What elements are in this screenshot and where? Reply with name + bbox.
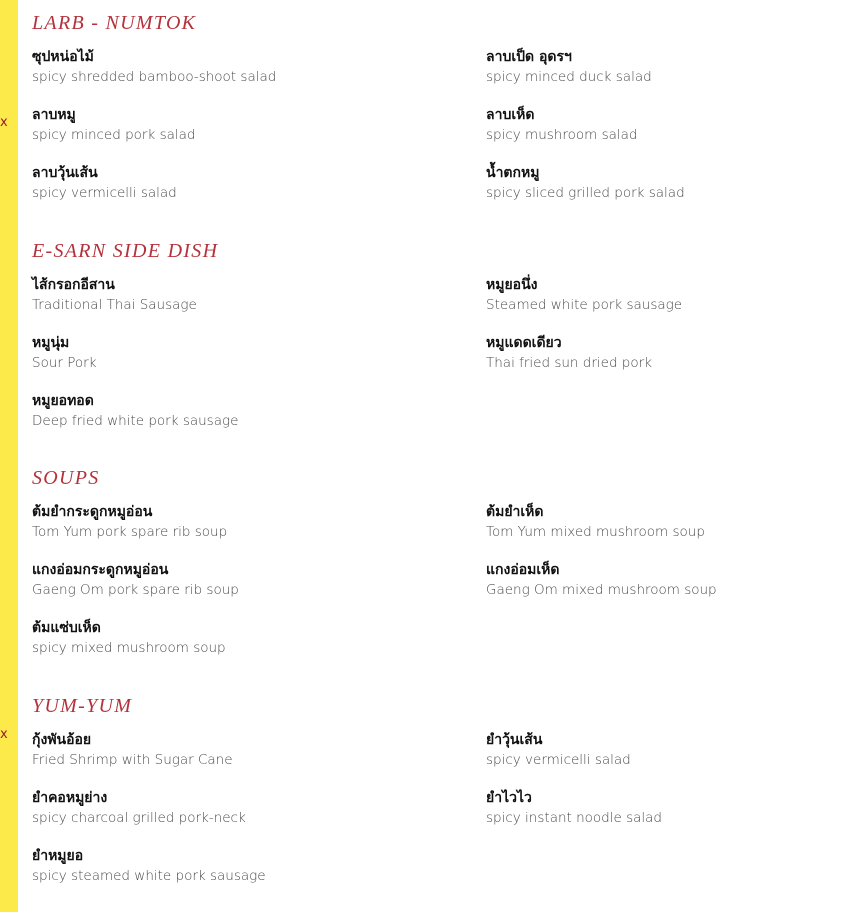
close-icon[interactable]: x — [0, 115, 8, 130]
item-thai-name: ต้มแซ่บเห็ด — [32, 620, 101, 636]
item-description: spicy mushroom salad — [486, 127, 638, 143]
item-thai-name: ยำคอหมูย่าง — [32, 790, 108, 806]
item-thai-name: ต้มยำเห็ด — [486, 504, 544, 520]
item-description: Deep fried white pork sausage — [32, 413, 239, 429]
item-thai-name: แกงอ่อมเห็ด — [486, 562, 560, 578]
menu-item — [486, 47, 822, 105]
menu-item — [486, 560, 822, 618]
item-thai-name: หมูยอทอด — [32, 393, 94, 409]
item-description: spicy vermicelli salad — [32, 185, 177, 201]
item-description: spicy minced pork salad — [32, 127, 196, 143]
menu-item — [32, 275, 486, 333]
item-description: Fried Shrimp with Sugar Cane — [32, 752, 233, 768]
menu-item — [486, 730, 822, 788]
menu-item — [32, 846, 486, 904]
menu-section-esarn-side-dish — [32, 240, 822, 449]
item-description: Gaeng Om mixed mushroom soup — [486, 582, 717, 598]
item-thai-name: ยำหมูยอ — [32, 848, 84, 864]
item-description: Thai fried sun dried pork — [486, 355, 653, 371]
section-title: E-SARN SIDE DISH — [32, 240, 219, 262]
section-title: LARB - NUMTOK — [32, 12, 197, 34]
item-description: spicy minced duck salad — [486, 69, 652, 85]
item-description: spicy instant noodle salad — [486, 810, 662, 826]
item-thai-name: ไส้กรอกอีสาน — [32, 277, 115, 293]
item-description: Traditional Thai Sausage — [32, 297, 197, 313]
menu-item — [32, 788, 486, 846]
item-thai-name: ยำวุ้นเส้น — [486, 732, 543, 748]
menu-items-grid — [32, 730, 822, 904]
menu-item — [32, 163, 486, 221]
menu-item — [486, 163, 822, 221]
menu-item — [32, 47, 486, 105]
menu-items-grid — [32, 275, 822, 449]
item-thai-name: ลาบเป็ด อุดรฯ — [486, 49, 572, 65]
menu-section-larb-numtok — [32, 12, 822, 221]
item-description: spicy vermicelli salad — [486, 752, 631, 768]
item-description: Steamed white pork sausage — [486, 297, 683, 313]
menu-item — [486, 275, 822, 333]
menu-items-grid — [32, 502, 822, 676]
item-thai-name: กุ้งพันอ้อย — [32, 732, 92, 748]
item-description: spicy charcoal grilled pork-neck — [32, 810, 246, 826]
item-description: Sour Pork — [32, 355, 97, 371]
menu-item — [32, 502, 486, 560]
item-thai-name: หมูนุ่ม — [32, 335, 70, 351]
section-title: SOUPS — [32, 467, 100, 489]
menu-section-yum-yum — [32, 695, 822, 904]
section-title: YUM-YUM — [32, 695, 133, 717]
item-thai-name: ลาบเห็ด — [486, 107, 535, 123]
menu-item — [486, 502, 822, 560]
menu-section-soups — [32, 467, 822, 676]
item-description: spicy sliced grilled pork salad — [486, 185, 685, 201]
item-description: Tom Yum pork spare rib soup — [32, 524, 228, 540]
item-description: Tom Yum mixed mushroom soup — [486, 524, 705, 540]
menu-item — [486, 788, 822, 846]
item-thai-name: ต้มยำกระดูกหมูอ่อน — [32, 504, 153, 520]
item-thai-name: แกงอ่อมกระดูกหมูอ่อน — [32, 562, 169, 578]
menu-item — [486, 333, 822, 391]
item-description: Gaeng Om pork spare rib soup — [32, 582, 239, 598]
menu-items-grid — [32, 47, 822, 221]
item-thai-name: ลาบวุ้นเส้น — [32, 165, 98, 181]
close-icon[interactable]: x — [0, 727, 8, 742]
menu-item — [32, 391, 486, 449]
menu-item — [486, 105, 822, 163]
menu-item — [32, 333, 486, 391]
item-thai-name: ซุปหน่อไม้ — [32, 49, 94, 65]
menu-item — [32, 730, 486, 788]
item-description: spicy shredded bamboo-shoot salad — [32, 69, 277, 85]
item-thai-name: ลาบหมู — [32, 107, 76, 123]
item-description: spicy mixed mushroom soup — [32, 640, 226, 656]
item-thai-name: หมูยอนึ่ง — [486, 277, 538, 293]
menu-item — [32, 560, 486, 618]
item-thai-name: หมูแดดเดียว — [486, 335, 562, 351]
menu-item — [32, 105, 486, 163]
item-description: spicy steamed white pork sausage — [32, 868, 266, 884]
item-thai-name: ยำไวไว — [486, 790, 532, 806]
side-accent-bar — [0, 0, 18, 912]
item-thai-name: น้ำตกหมู — [486, 165, 540, 181]
menu-item — [32, 618, 486, 676]
